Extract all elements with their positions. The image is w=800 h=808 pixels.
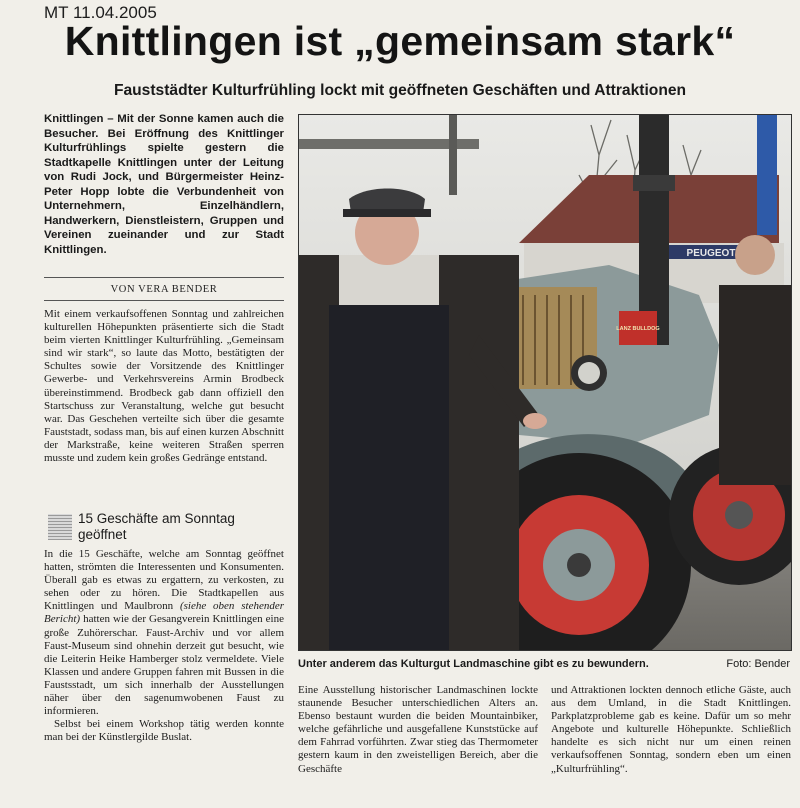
body-paragraph-2-end: hatten wie der Gesangverein Knittlingen eine große Zuhörerschar. Faust-Archiv und vor allem Faust-Museum sind ohnehin derzeit gut besucht, wie die Leiterin Heike Hamberger stolz vermeldete. Viele Klassen und andere Gruppen fahren mit Bussen in die Faustsstadt, um sich innerhalb der Ausstellungen näher über den sagenumwobenen Faust zu informieren. [44, 613, 284, 718]
byline-rule-bottom [44, 300, 284, 301]
body-paragraph-4: Eine Ausstellung historischer Landmaschinen lockte staunende Besucher unterschiedlichen Alters an. Ebenso bestaunt wurden die beiden Mountainbiker, welche gefährliche und ausgefallene Kunststücke auf dem Fahrrad vorführten. Zwar stieg das Thermometer gestern kaum in den zweistelligen Bereich, aber die Geschäfte [298, 684, 538, 775]
dateline: MT 11.04.2005 [44, 3, 157, 22]
radiator-sign: LANZ BULLDOG [616, 326, 660, 332]
subhead: Fauststädter Kulturfrühling lockt mit geöffneten Geschäften und Attraktionen [113, 82, 687, 99]
body-column-1a [44, 308, 284, 465]
interhead-marker-icon [48, 514, 72, 540]
photo-credit: Foto: Bender [726, 658, 790, 670]
shop-sign: PEUGEOT [686, 248, 736, 259]
body-paragraph-1: Mit einem verkaufsoffenen Sonntag und zahlreichen kulturellen Höhepunkten präsentierte sich die Stadt beim vierten Knittlinger Kulturfrühling. „Gemeinsam sind wir stark“, so laute das Motto, bestätigten der Schultes sowie der Vorsitzende des Knittlinger Gewerbe- und Verkehrsvereins Armin Brodbeck übereinstimmend. Brodbeck gab dann offiziell den Startschuss zur Veranstaltung, welche gut besucht war. Das Geschehen verteilte sich über die gesamte Fauststadt, sodass man, bis auf einen kurzen Abschnitt der Markstraße, keine weiteren Straßen sperren musste und zudem kein großes Gedränge entstand. [44, 308, 284, 465]
body-paragraph-2-start: In die 15 Geschäfte, welche am Sonntag geöffnet hatten, strömten die Interessenten und Konsumenten. Überall gab es etwas zu ergattern, zu verkosten, zu sehen oder zu hören. Die Stadtkapellen aus Knittlingen und Maulbronn [44, 548, 284, 613]
body-paragraph-5: und Attraktionen lockten dennoch etliche Gäste, auch aus dem Umland, in die Stadt Knittlingen. Parkplatzprobleme gab es keine. Dafür um so mehr Angebote und kulturelle Höhepunkte. Schließlich handelte es sich nicht nur um einen reinen verkaufsoffenen Sonntag, sondern eben um einen „Kulturfrühling“. [551, 684, 791, 775]
interhead [44, 511, 284, 547]
body-column-3 [551, 684, 791, 776]
headline: Knittlingen ist „gemeinsam stark“ [64, 18, 736, 64]
byline-rule-top [44, 277, 284, 278]
photo-caption [298, 658, 790, 670]
caption-text: Unter anderem das Kulturgut Landmaschine gibt es zu bewundern. [298, 658, 649, 670]
interhead-text: 15 Geschäfte am Sonntag geöffnet [78, 511, 235, 542]
body-paragraph-3: Selbst bei einem Workshop tätig werden konnte man bei der Künstlergilde Buslat. [44, 718, 284, 744]
news-photo [298, 114, 792, 651]
body-column-1b [44, 548, 284, 744]
lead-paragraph: Knittlingen – Mit der Sonne kamen auch die Besucher. Bei Eröffnung des Knittlinger Kulturfrühlings spielte gestern die Stadtkapelle Knittlingen unter der Leitung von Rudi Jock, und Bürgermeister Heinz-Peter Hopp lobte die Verbundenheit von Unternehmern, Einzelhändlern, Handwerkern, Dienstleistern, Gruppen und Vereinen zueinander und zur Stadt Knittlingen. [44, 113, 284, 256]
cross-reference: (siehe oben stehender Bericht) [44, 600, 284, 626]
body-paragraph-2 [44, 548, 284, 718]
body-column-2 [298, 684, 538, 776]
byline: VON VERA BENDER [110, 284, 218, 295]
